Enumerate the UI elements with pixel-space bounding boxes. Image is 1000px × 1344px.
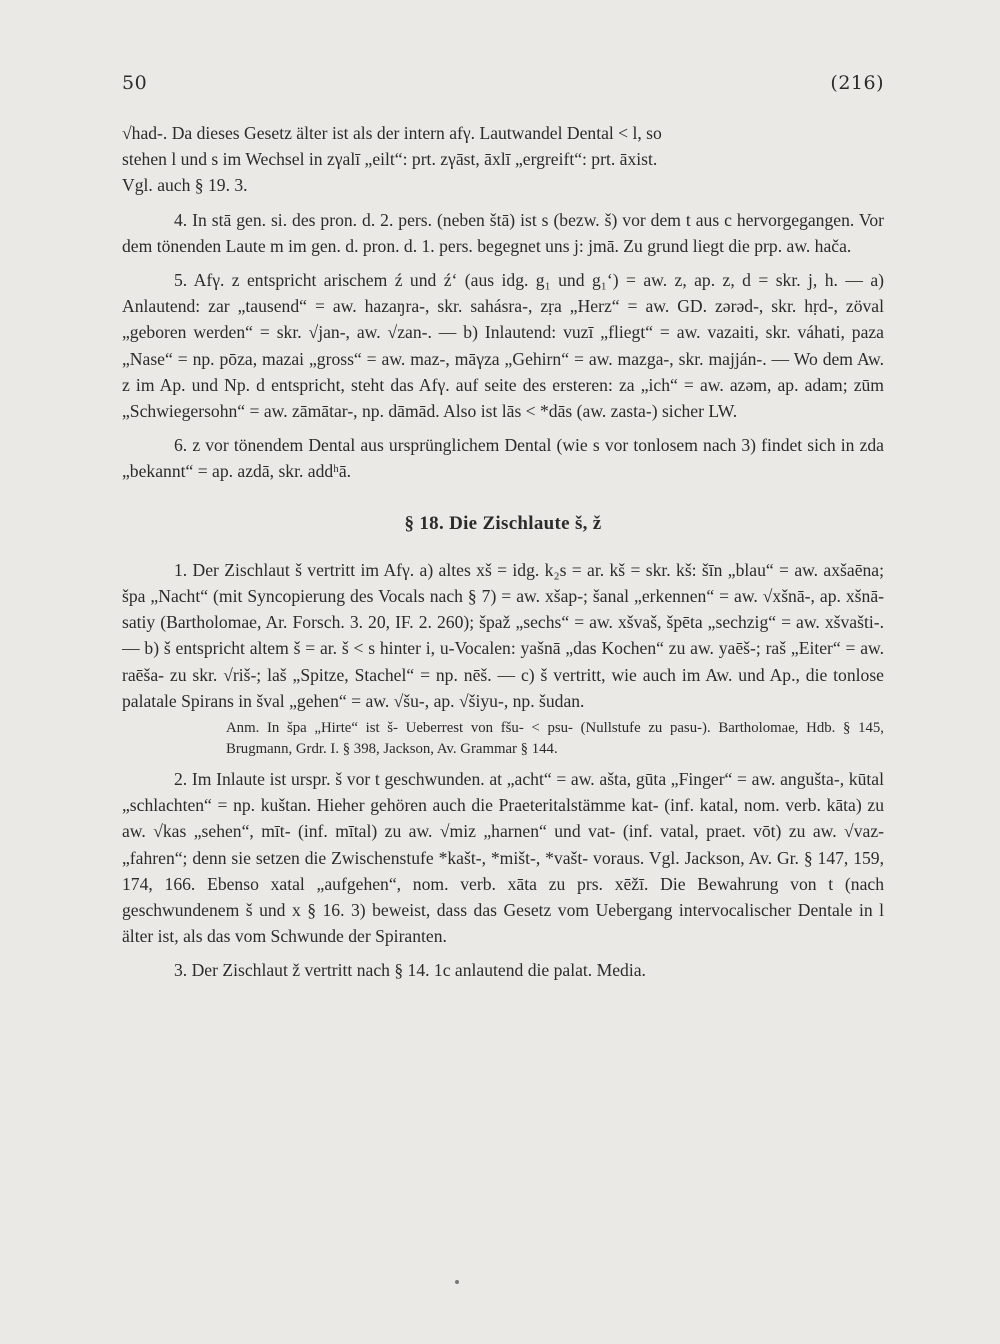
paragraph-s3: 3. Der Zischlaut ž vertritt nach § 14. 1c anlautend die palat. Media. [174, 960, 646, 981]
page-number: 50 [122, 72, 148, 94]
paragraph-4: 4. In stā gen. si. des pron. d. 2. pers. (neben štā) ist s (bezw. š) vor dem t aus c hervorgegangen. Vor dem tönenden Laute m im gen. d. pron. d. 1. pers. begegnet uns j: jmā. Zu grund liegt die prp. aw. hača. [122, 209, 884, 256]
annotation: Anm. In špa „Hirte“ ist š- Ueberrest von fšu- < psu- (Nullstufe zu pasu-). Bartholomae, Hdb. § 145, Brugmann, Grdr. I. § 398, Jackson, Av. Grammar § 144. [226, 720, 884, 758]
paragraph-line: stehen l und s im Wechsel in zγalī „eilt“: prt. zγāst, āxlī „ergreift“: prt. āxist. [122, 149, 658, 170]
paragraph-line: Vgl. auch § 19. 3. [122, 175, 248, 196]
paragraph-s1: 1. Der Zischlaut š vertritt im Afγ. a) altes xš = idg. k₂s = ar. kš = skr. kš: šīn „blau“ = aw. axšaēna; špa „Nacht“ (mit Syncopierung des Vocals nach § 7) = aw. xšap-; šanal „erkennen“ = aw. √xšnā-, ap. xšnā-satiy (Bartholomae, Ar. Forsch. 3. 20, IF. 2. 260); špaž „sechs“ = aw. xšvaš, špēta „sechzig“ = aw. xšvašti-. — b) š entspricht altem š = ar. š < s hinter i, u-Vocalen: yašnā „das Kochen“ zu aw. yaēš-; raš „Eiter“ = aw. raēša- zu skr. √riš-; laš „Spitze, Stachel“ = np. nēš. — c) š vertritt, wie auch im Aw. und Ap., die tonlose palatale Spirans in šval „gehen“ = aw. √šu-, ap. √šiyu-, np. šudan. [122, 559, 884, 711]
paragraph-5: 5. Afγ. z entspricht arischem ź und ź‘ (aus idg. g₁ und g₁‘) = aw. z, ap. z, d = skr. j, h. — a) Anlautend: zar „tausend“ = aw. hazaŋra-, skr. sahásra-, zṛa „Herz“ = aw. GD. zərəd-, skr. hṛd-, zöval „geboren werden“ = skr. √jan-, aw. √zan-. — b) Inlautend: vuzī „fliegt“ = aw. vazaiti, skr. váhati, paza „Nase“ = np. pōza, mazai „gross“ = aw. maz-, māγza „Gehirn“ = aw. mazga-, skr. majján-. — Wo dem Aw. z im Ap. und Np. d entspricht, steht das Afγ. auf seite des ersteren: za „ich“ = aw. azəm, ap. adam; zūm „Schwiegersohn“ = aw. zāmātar-, np. dāmād. Also ist lās < *dās (aw. zasta-) sicher LW. [122, 270, 884, 422]
original-page-number: (216) [830, 72, 884, 94]
paper-speck [455, 1280, 459, 1284]
paragraph-s2: 2. Im Inlaute ist urspr. š vor t geschwunden. at „acht“ = aw. ašta, gūta „Finger“ = aw. angušta-, kūtal „schlachten“ = np. kuštan. Hieher gehören auch die Praeteritalstämme kat- (inf. katal, nom. verb. kāta) zu aw. √kas „sehen“, mīt- (inf. mītal) zu aw. √miz „harnen“ und vat- (inf. vatal, praet. vōt) zu aw. √vaz- „fahren“; denn sie setzen die Zwischenstufe *kašt-, *mišt-, *vašt- voraus. Vgl. Jackson, Av. Gr. § 147, 159, 174, 166. Ebenso xatal „aufgehen“, nom. verb. xāta zu prs. xēžī. Die Bewahrung von t (nach geschwundenem š und x § 16. 3) beweist, dass das Gesetz vom Uebergang intervocalischer Dentale in l älter ist, als das vom Schwunde der Spiranten. [122, 769, 884, 947]
paragraph-6: 6. z vor tönendem Dental aus ursprünglichem Dental (wie s vor tonlosem nach 3) findet sich in zda „bekannt“ = ap. azdā, skr. addʰā. [122, 435, 884, 482]
paragraph-line: √had-. Da dieses Gesetz älter ist als der intern afγ. Lautwandel Dental < l, so [122, 123, 662, 143]
section-title: § 18. Die Zischlaute š, ž [404, 512, 602, 534]
page-body [122, 120, 884, 984]
